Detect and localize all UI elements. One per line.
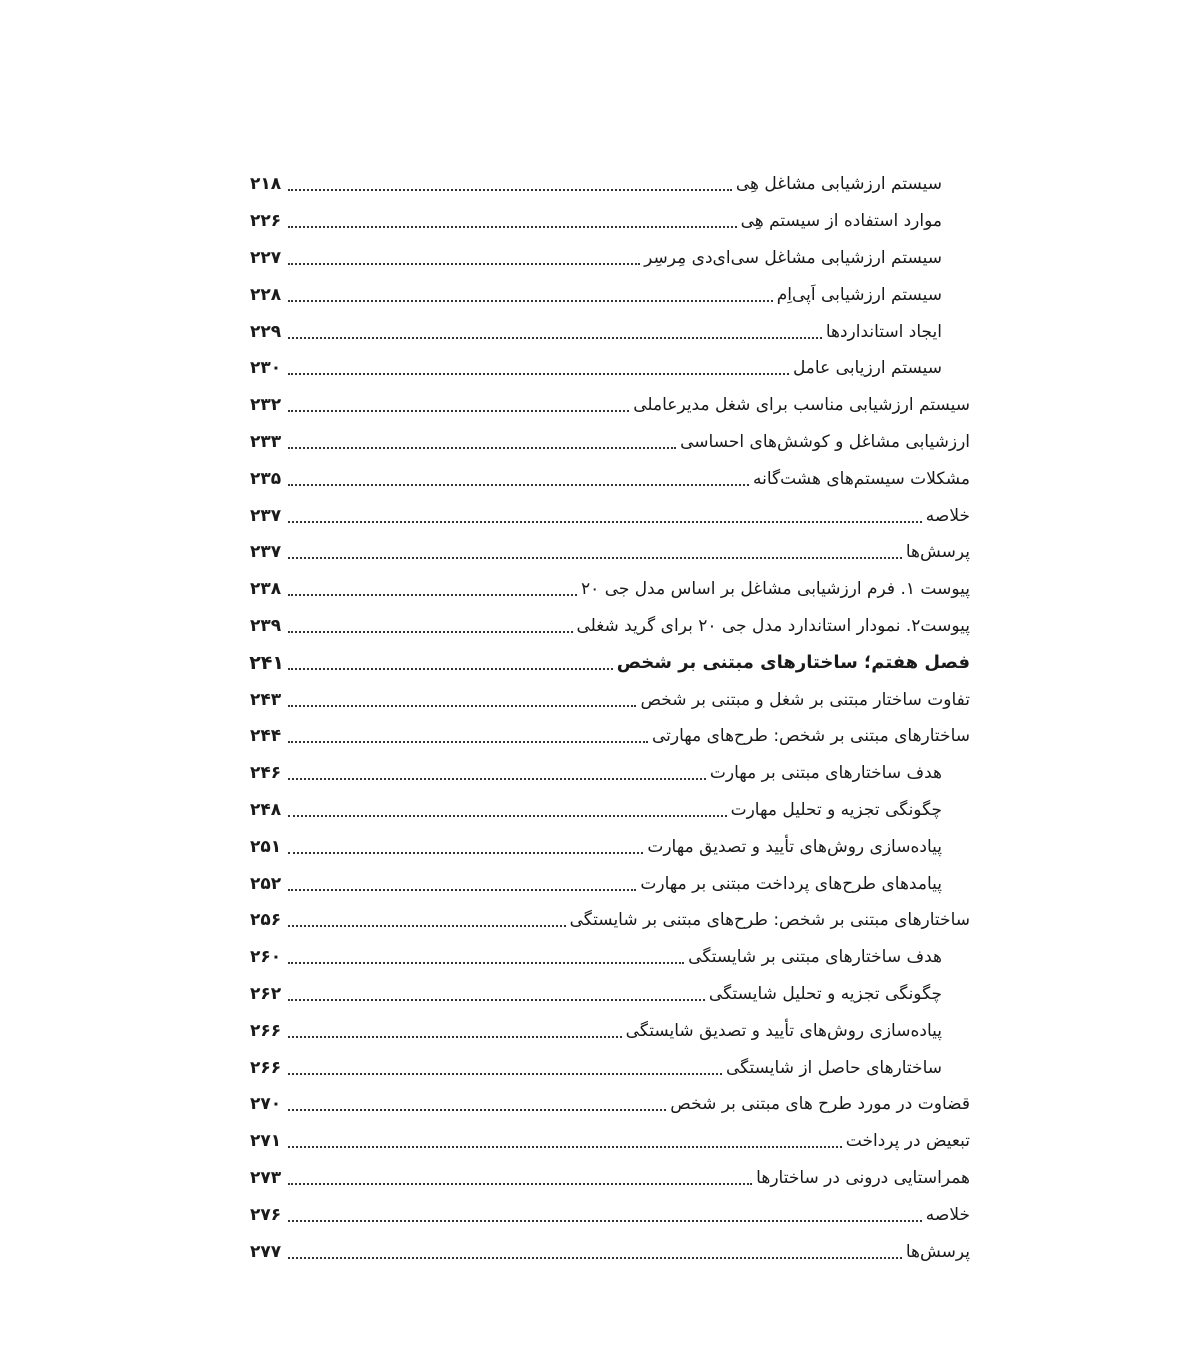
toc-page-number: ۲۳۳: [250, 431, 282, 452]
toc-entry: [250, 571, 970, 608]
toc-page-number: ۲۷۱: [250, 1131, 282, 1152]
toc-entry-title: پیاده‌سازی روش‌های تأیید و تصدیق مهارت: [647, 836, 942, 857]
toc-entry-title: چگونگی تجزیه و تحلیل شایستگی: [708, 983, 942, 1004]
toc-page-number: ۲۵۲: [250, 873, 282, 894]
toc-entry: [250, 460, 970, 497]
dot-leader: [288, 1109, 666, 1111]
toc-entry-title: همراستایی درونی در ساختارها: [756, 1167, 970, 1188]
toc-entry: [250, 166, 970, 203]
toc-entry-title: پرسش‌ها: [905, 1241, 970, 1262]
toc-page-number: ۲۷۶: [250, 1204, 282, 1225]
toc-entry: [250, 313, 970, 350]
dot-leader: [288, 778, 706, 780]
dot-leader: [288, 705, 636, 707]
toc-entry-title: پیوست ۱. فرم ارزشیابی مشاغل بر اساس مدل جی ۲۰: [581, 579, 970, 600]
toc-page-number: ۲۴۴: [250, 726, 282, 747]
toc-entry-title: تبعیض در پرداخت: [845, 1131, 970, 1152]
toc-entry: [250, 1196, 970, 1233]
toc-entry: [250, 1123, 970, 1160]
toc-page-number: ۲۶۶: [250, 1057, 282, 1078]
toc-page-number: ۲۳۰: [250, 358, 282, 379]
toc-entry-title: هدف ساختارهای مبتنی بر مهارت: [709, 763, 942, 784]
toc-entry: [250, 203, 970, 240]
toc-page-number: ۲۶۶: [250, 1020, 282, 1041]
toc-entry-title: سیستم ارزشیابی مشاغل سی‌ای‌دی مِرسِر: [644, 247, 942, 268]
dot-leader: [288, 373, 789, 375]
toc-entry-title: قضاوت در مورد طرح های مبتنی بر شخص: [670, 1094, 970, 1115]
dot-leader: [288, 852, 643, 854]
table-of-contents: [250, 166, 970, 1270]
dot-leader: [288, 521, 922, 523]
dot-leader: [288, 337, 822, 339]
toc-page-number: ۲۲۹: [250, 321, 282, 342]
toc-entry-title: سیستم ارزشیابی اَپی‌اِم: [776, 284, 942, 305]
dot-leader: [288, 410, 629, 412]
toc-entry: [250, 755, 970, 792]
toc-entry: [250, 534, 970, 571]
toc-entry: [250, 1086, 970, 1123]
dot-leader: [288, 226, 737, 228]
toc-entry: [250, 792, 970, 829]
toc-page-number: ۲۶۲: [250, 983, 282, 1004]
dot-leader: [288, 263, 640, 265]
toc-entry-title: ساختارهای مبتنی بر شخص: طرح‌های مبتنی بر شایستگی: [569, 910, 970, 931]
toc-page-number: ۲۳۲: [250, 395, 282, 416]
toc-entry: [250, 902, 970, 939]
toc-entry: [250, 1233, 970, 1270]
toc-chapter-heading: [250, 644, 970, 681]
toc-entry-title: سیستم ارزشیابی مشاغل هِی: [735, 174, 942, 195]
toc-entry-title: پیوست۲. نمودار استاندارد مدل جی ۲۰ برای گرید شغلی: [576, 615, 970, 636]
toc-entry-title: ساختارهای حاصل از شایستگی: [725, 1057, 942, 1078]
dot-leader: [288, 925, 566, 927]
dot-leader: [288, 741, 648, 743]
dot-leader: [288, 631, 573, 633]
toc-page-number: ۲۳۵: [250, 468, 282, 489]
dot-leader: [288, 189, 732, 191]
toc-entry: [250, 276, 970, 313]
toc-entry-title: خلاصه: [925, 505, 970, 526]
dot-leader: [288, 300, 773, 302]
toc-page-number: ۲۱۸: [250, 174, 282, 195]
dot-leader: [288, 1036, 622, 1038]
toc-entry: [250, 240, 970, 277]
toc-entry: [250, 718, 970, 755]
toc-entry-title: چگونگی تجزیه و تحلیل مهارت: [730, 799, 942, 820]
toc-entry-title: هدف ساختارهای مبتنی بر شایستگی: [688, 947, 942, 968]
toc-entry: [250, 939, 970, 976]
toc-entry: [250, 1160, 970, 1197]
dot-leader: [288, 962, 684, 964]
toc-page-number: ۲۲۶: [250, 211, 282, 232]
toc-page-number: ۲۵۱: [250, 836, 282, 857]
toc-page-number: ۲۷۳: [250, 1167, 282, 1188]
dot-leader: [288, 1183, 752, 1185]
toc-entry: [250, 1049, 970, 1086]
toc-entry: [250, 1012, 970, 1049]
toc-page-number: ۲۴۳: [250, 689, 282, 710]
toc-entry: [250, 976, 970, 1013]
toc-entry-title: تفاوت ساختار مبتنی بر شغل و مبتنی بر شخص: [640, 689, 970, 710]
dot-leader: [288, 1146, 842, 1148]
toc-entry: [250, 865, 970, 902]
toc-entry: [250, 608, 970, 645]
toc-entry-title: ایجاد استانداردها: [825, 321, 942, 342]
dot-leader: [288, 999, 705, 1001]
dot-leader: [288, 447, 676, 449]
toc-entry-title: ارزشیابی مشاغل و کوشش‌های احساسی: [680, 431, 970, 452]
toc-entry-title: ساختارهای مبتنی بر شخص: طرح‌های مهارتی: [651, 726, 970, 747]
toc-entry-title: پیامدهای طرح‌های پرداخت مبتنی بر مهارت: [640, 873, 942, 894]
toc-entry-title: خلاصه: [925, 1204, 970, 1225]
dot-leader: [288, 668, 613, 670]
toc-entry: [250, 350, 970, 387]
dot-leader: [288, 815, 727, 817]
toc-page-number: ۲۷۰: [250, 1094, 282, 1115]
toc-page-number: ۲۴۸: [250, 799, 282, 820]
toc-page-number: ۲۳۹: [250, 615, 282, 636]
toc-page-number: ۲۳۷: [250, 505, 282, 526]
toc-page-number: ۲۴۱: [249, 651, 284, 674]
toc-page-number: ۲۳۷: [250, 542, 282, 563]
toc-page-number: ۲۲۸: [250, 284, 282, 305]
toc-entry-title: پیاده‌سازی روش‌های تأیید و تصدیق شایستگی: [625, 1020, 942, 1041]
dot-leader: [288, 889, 636, 891]
toc-entry-title: موارد استفاده از سیستم هِی: [740, 211, 942, 232]
toc-entry: [250, 424, 970, 461]
toc-entry: [250, 387, 970, 424]
toc-entry: [250, 828, 970, 865]
dot-leader: [288, 1073, 722, 1075]
dot-leader: [288, 1257, 902, 1259]
toc-entry-title: سیستم ارزیابی عامل: [792, 358, 942, 379]
dot-leader: [288, 557, 902, 559]
toc-page-number: ۲۲۷: [250, 247, 282, 268]
toc-page-number: ۲۵۶: [250, 910, 282, 931]
toc-entry: [250, 681, 970, 718]
toc-entry-title: فصل هفتم؛ ساختارهای مبتنی بر شخص: [616, 652, 970, 674]
toc-entry-title: پرسش‌ها: [905, 542, 970, 563]
dot-leader: [288, 594, 577, 596]
toc-entry-title: سیستم ارزشیابی مناسب برای شغل مدیرعاملی: [633, 395, 970, 416]
toc-page-number: ۲۴۶: [250, 763, 282, 784]
toc-page-number: ۲۶۰: [250, 947, 282, 968]
toc-entry: [250, 497, 970, 534]
dot-leader: [288, 1220, 922, 1222]
toc-entry-title: مشکلات سیستم‌های هشت‌گانه: [753, 468, 970, 489]
dot-leader: [288, 484, 749, 486]
toc-page-number: ۲۷۷: [250, 1241, 282, 1262]
toc-page-number: ۲۳۸: [250, 579, 282, 600]
